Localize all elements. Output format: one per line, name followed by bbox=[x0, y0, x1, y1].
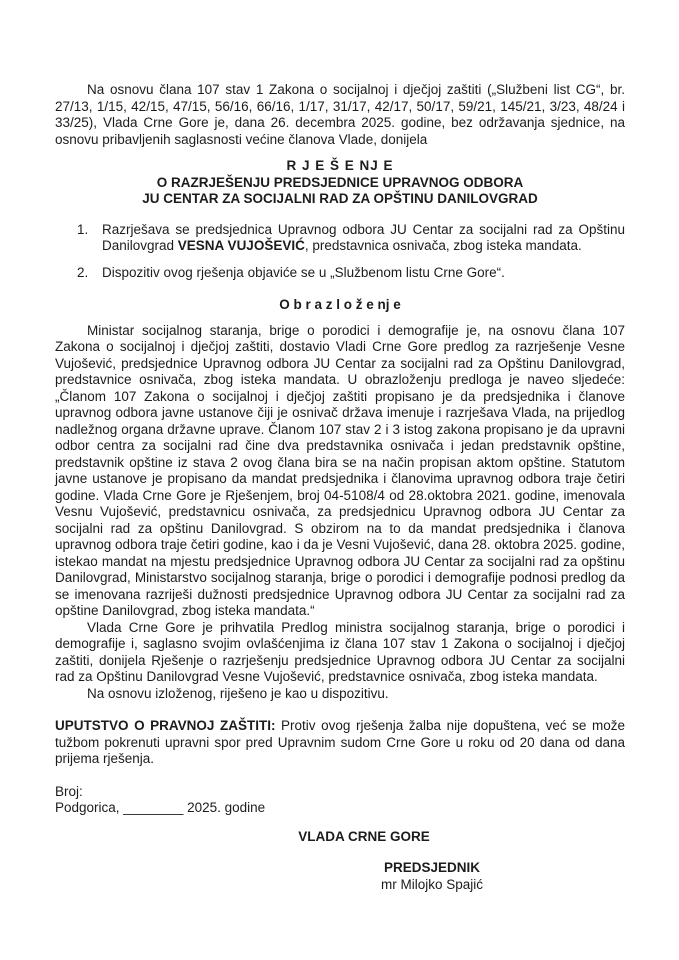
signer-title: PREDSJEDNIK bbox=[383, 860, 481, 875]
legal-notice-text: Protiv ovog rješenja žalba nije dopuštena, već se može tužbom pokrenuti upravni spor pred Upravnim sudom Crne Gore u roku od 20 dana od dana prijema rješenja. bbox=[55, 718, 625, 766]
list-item-2 bbox=[55, 265, 625, 282]
list-item-1 bbox=[55, 222, 625, 255]
explanation-paragraph-2: Vlada Crne Gore je prihvatila Predlog ministra socijalnog staranja, brige o porodici i demografije i, saglasno svojim ovlašćenjima iz člana 107 stav 1 Zakona o socijalnoj i dječjoj zaštiti, donijela Rješenje o razrješenju predsjednice Upravnog odbora JU Centar za socijalni rad za Opštinu Danilovgrad Vesne Vujošević, predstavnice osnivača, zbog isteka mandata. bbox=[55, 619, 625, 684]
legal-notice-paragraph bbox=[55, 718, 625, 768]
list-item-2-number: 2. bbox=[77, 264, 89, 280]
list-item-2-text bbox=[102, 265, 625, 282]
decision-list bbox=[55, 222, 625, 282]
document-subtitle-line1: O RAZRJEŠENJU PREDSJEDNICE UPRAVNOG ODBORA bbox=[156, 174, 524, 190]
title-block bbox=[55, 158, 625, 208]
list-item-2-text-pre: Dispozitiv ovog rješenja objaviće se u „Službenom listu Crne Gore“. bbox=[102, 264, 505, 280]
place-date-line: Podgorica, ________ 2025. godine bbox=[55, 800, 266, 815]
footer-number-block bbox=[55, 784, 625, 817]
issuer-name: VLADA CRNE GORE bbox=[298, 828, 430, 844]
list-item-1-text-post: , predstavnica osnivača, zbog isteka mandata. bbox=[304, 238, 582, 253]
signer-name: mr Milojko Spajić bbox=[380, 876, 484, 892]
explanation-paragraph-3: Na osnovu izloženog, riješeno je kao u dispozitivu. bbox=[87, 685, 389, 701]
signature-block bbox=[317, 860, 547, 893]
legal-notice-label: UPUTSTVO O PRAVNOJ ZAŠTITI: bbox=[55, 718, 276, 733]
explanation-paragraph-1: Ministar socijalnog staranja, brige o porodici i demografije je, na osnovu člana 107 Zakona o socijalnoj i dječjoj zaštiti, dostavio Vladi Crne Gore predlog za razrješenje Vesne Vujošević, predsjednice Upravnog odbora JU Centar za socijalni rad za Opštinu Danilovgrad, predstavnice osnivača, zbog isteka mandata. U obrazloženju predloga je naveo sljedeće: „Članom 107 Zakona o socijalnoj i dječjoj zaštiti propisano je da predsjednika i članove upravnog odbora javne ustanove čiji je osnivač država imenuje i razrješava Vlada, na prijedlog nadležnog organa državne uprave. Članom 107 stav 2 i 3 istog zakona propisano je da upravni odbor centra za socijalni rad čine dva predstavnika osnivača i jedan predstavnik opštine, predstavnik opštine iz stava 2 ovog člana bira se na način propisan aktom opštine. Statutom javne ustanove je propisano da mandat predsjednika i članovima upravnog odbora traje četiri godine. Vlada Crne Gore je Rješenjem, broj 04-5108/4 od 28.oktobra 2021. godine, imenovala Vesnu Vujošević, predstavnicu osnivača, za predsjednicu Upravnog odbora JU Centar za socijalni rad za opštinu Danilovgrad. S obzirom na to da mandat predsjednika i članova upravnog odbora traje četiri godine, kao i da je Vesni Vujošević, dana 28. oktobra 2025. godine, istekao mandat na mjestu predsjednice Upravnog odbora JU Centar za socijalni rad za opštinu Danilovgrad, Ministarstvo socijalnog staranja, brige o porodici i demografije podnosi predlog da se imenovana razriješi dužnosti predsjednice Upravnog odbora JU Centar za socijalni rad za opštine Danilovgrad, zbog isteka mandata.“ bbox=[55, 322, 625, 618]
list-item-1-name-bold: VESNA VUJOŠEVIĆ bbox=[177, 238, 305, 253]
section-heading-obrazlozenje: O b r a z l o ž e nj e bbox=[279, 297, 401, 312]
document-subtitle-line2: JU CENTAR ZA SOCIJALNI RAD ZA OPŠTINU DANILOVGRAD bbox=[142, 191, 538, 206]
list-item-1-text-pre: Razrješava se predsjednica Upravnog odbora JU Centar za socijalni rad za Opštinu Danilovgrad bbox=[102, 221, 625, 253]
intro-paragraph: Na osnovu člana 107 stav 1 Zakona o socijalnoj i dječjoj zaštiti („Službeni list CG“, br. 27/13, 1/15, 42/15, 47/15, 56/16, 66/16, 1/17, 31/17, 42/17, 50/17, 59/21, 145/21, 3/23, 48/24 i 33/25), Vlada Crne Gore je, dana 26. decembra 2025. godine, bez održavanja sjednice, na osnovu pribavljenih saglasnosti većine članova Vlade, donijela bbox=[55, 82, 625, 147]
document-title: R J E Š E NJ E bbox=[286, 158, 394, 173]
number-label: Broj: bbox=[55, 783, 83, 799]
list-item-1-number: 1. bbox=[77, 221, 89, 237]
list-item-1-text bbox=[102, 222, 625, 255]
